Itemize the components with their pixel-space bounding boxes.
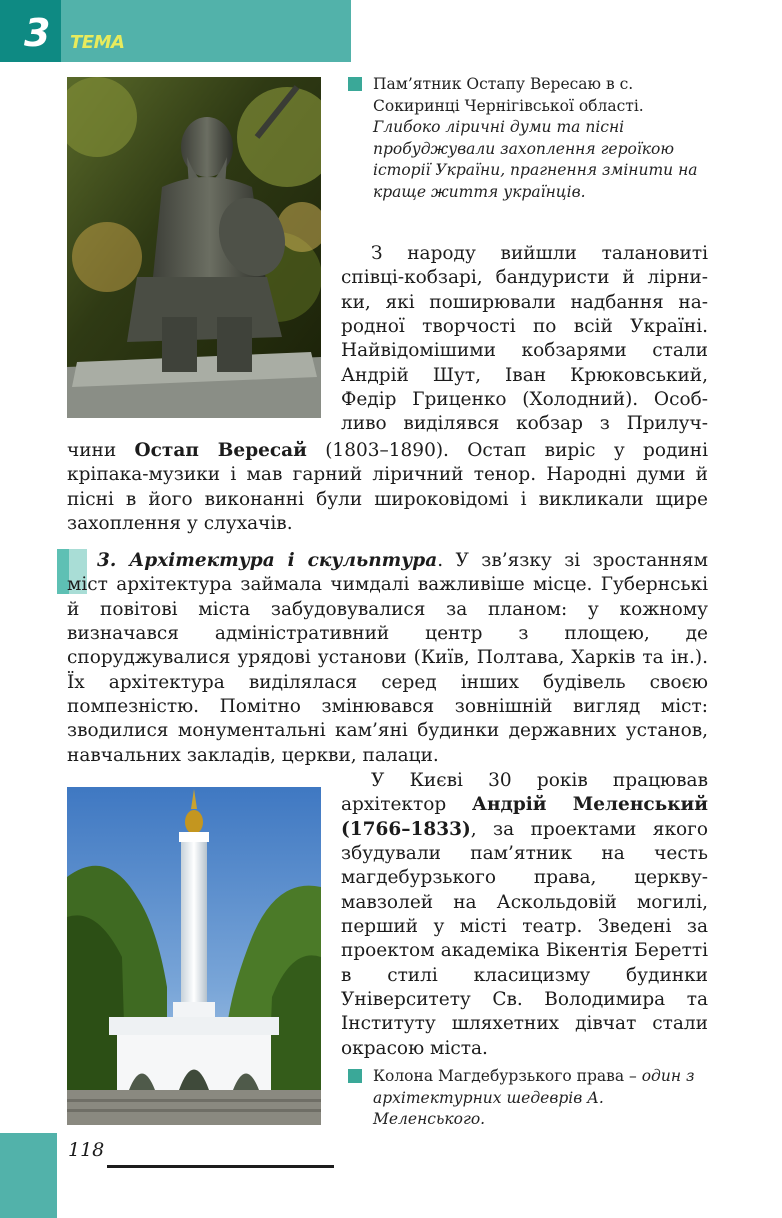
footer-rule [107,1165,334,1168]
caption-italic-text: один з архітектурних шедеврів А. Меленського. [373,1067,695,1129]
caption-marker [348,77,362,91]
text-line: Федір Гриценко (Холодний). Особ- [341,389,708,411]
text-fragment: кріпака-музики і мав гарний ліричний тенор. Народні думи й пісні в його виконанні були широковідомі і викликали щире захоплення у слухачів. [67,464,708,535]
section-heading: 3. Архітектура і скульптура [97,550,438,571]
paragraph-veresai [67,439,708,536]
page-number: 118 [68,1139,105,1161]
page-side-band [0,1133,57,1218]
text-fragment: чини [67,440,135,461]
paragraph-melensky [341,769,708,1061]
person-name: Андрій Меленський (1766–1833) [341,794,708,840]
figure-caption-monument [373,74,709,204]
figure-caption-column [373,1066,709,1131]
text-line: Найвідомішими кобзарями стали [341,340,708,362]
topic-label: ТЕМА [70,32,125,53]
text-line: З народу вийшли талановиті [371,243,708,264]
text-fragment: (1803–1890). Остап виріс у родині [306,440,709,461]
section-architecture [67,549,708,768]
caption-text: Колона Магдебурзького права – [373,1067,637,1085]
caption-marker [348,1069,362,1083]
text-line: родної творчості по всій Україні. [341,316,708,338]
paragraph-kobzars [341,242,708,437]
photo-magdeburg-column [67,787,321,1125]
text-fragment: У Києві 30 років працював архітектор [341,770,708,816]
caption-text: Пам’ятник Остапу Вересаю в с. Сокиринці Чернігівської області. [373,75,644,115]
photo-ostap-veresai-monument [67,77,321,418]
person-name: Остап Вересай [134,440,307,461]
text-line: ки, які поширювали надбання на- [341,291,708,313]
text-line: ливо виділявся кобзар з Прилуч- [341,413,708,435]
topic-number: 3 [24,11,51,55]
caption-italic-text: Глибоко ліричні думи та пісні пробуджували захоплення героїкою історії України, прагнення змінити на краще життя українців. [373,118,698,201]
text-line: співці-кобзарі, бандуристи й лірни- [341,267,708,289]
section-text: . У зв’язку зі зростанням міст архітектура займала чимдалі важливіше місце. Губернські й повітові міста забудовувалися за планом: у кожному визначався адміністративний центр з площею, де споруджувалися урядові установи (Київ, Полтава, Харків та ін.). Їх архітектура виділялася серед інших будівель своєю помпезністю. Помітно змінювався зовнішній вигляд міст: зводилися монументальні кам’яні будинки державних установ, навчальних закладів, церкви, палаци. [67,550,708,766]
text-fragment: , за проектами якого збудували пам’ятник на честь магдебурзького права, церкву-мавзолей на Аскольдовій могилі, перший у місті театр. Зведені за проектом академіка Вікентія Беретті в стилі класицизму будинки Університету Св. Володимира та Інституту шляхетних дівчат стали окрасою міста. [341,818,708,1059]
text-line: Андрій Шут, Іван Крюковський, [341,364,708,386]
